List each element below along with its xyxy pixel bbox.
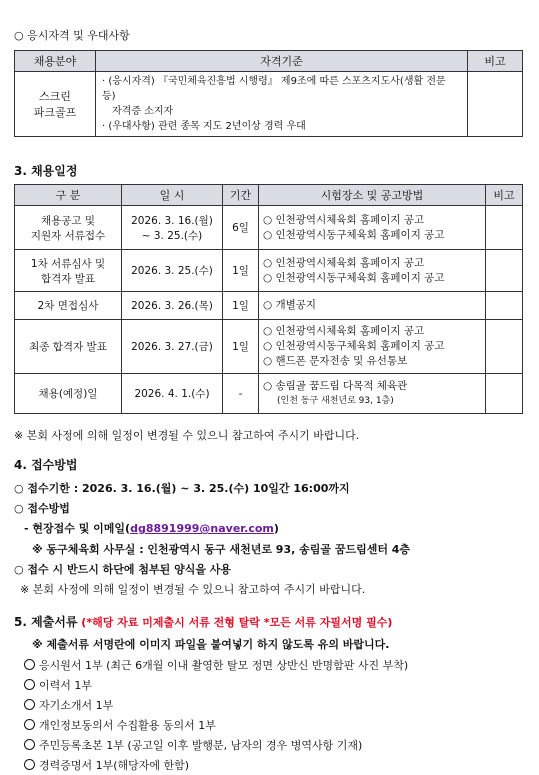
row-date: 2026. 3. 26.(목): [122, 292, 223, 320]
list-item: [24, 737, 362, 753]
circle-bullet-icon: [24, 759, 35, 770]
row-date: 2026. 4. 1.(수): [122, 374, 223, 414]
onsite-email-line: [24, 520, 279, 536]
item-text: 주민등록초본 1부 (공고일 이후 발행분, 남자의 경우 병역사항 기재): [39, 739, 363, 752]
item-text: 이력서 1부: [39, 679, 92, 692]
row-period: 1일: [223, 250, 259, 292]
list-item: [24, 657, 408, 673]
schedule-table: [14, 184, 523, 414]
row-category: 채용공고 및 지원자 서류접수: [15, 206, 122, 250]
criteria-line-1: · (응시자격) 『국민체육진흥법 시행령』 제9조에 따른 스포츠지도사(생활 전문 등): [102, 76, 446, 102]
item-text: 응시원서 1부 (최근 6개월 이내 촬영한 탈모 정면 상반신 반명함판 사진 부착): [39, 659, 409, 672]
row-place: ○ 송림골 꿈드림 다목적 체육관: [263, 379, 408, 392]
list-item: [24, 757, 189, 773]
row-category: 2차 면접심사: [15, 292, 122, 320]
schedule-heading: 3. 채용일정: [14, 164, 78, 178]
col-category: 구 분: [15, 185, 122, 206]
col-note: 비고: [468, 51, 523, 72]
row-place: ○ 개별공지: [263, 299, 317, 311]
list-item: [24, 677, 92, 693]
email-link[interactable]: dg8891999@naver.com: [130, 522, 274, 535]
circle-bullet-icon: [24, 679, 35, 690]
criteria-line-3: · (우대사항) 관련 종목 지도 2년이상 경력 우대: [102, 121, 306, 132]
row-date: 2026. 3. 16.(월) ~ 3. 25.(수): [122, 206, 223, 250]
row-place: ○ 핸드폰 문자전송 및 유선통보: [263, 355, 408, 367]
item-text: 개인정보동의서 수집활용 동의서 1부: [39, 719, 216, 732]
row-place: ○ 인천광역시동구체육회 홈페이지 공고: [263, 271, 445, 284]
circle-bullet-icon: [24, 719, 35, 730]
documents-title: 5. 제출서류: [14, 615, 78, 629]
row-period: 6일: [223, 206, 259, 250]
qualification-table: [14, 50, 523, 137]
table-row: [15, 206, 523, 250]
col-field: 채용분야: [15, 51, 96, 72]
row-place: ○ 인천광역시동구체육회 홈페이지 공고: [263, 340, 445, 352]
method-line: ○ 접수방법: [14, 502, 70, 515]
documents-warning: (*해당 자료 미제출시 서류 전형 탈락 *모든 서류 자필서명 필수): [81, 616, 393, 629]
row-category: 1차 서류심사 및 합격자 발표: [15, 250, 122, 292]
office-address: ※ 동구체육회 사무실 : 인천광역시 동구 새천년로 93, 송림골 꿈드림센터 4층: [32, 543, 411, 556]
row-period: -: [223, 374, 259, 414]
row-category: 최종 합격자 발표: [15, 320, 122, 374]
form-line: ○ 접수 시 반드시 하단에 첨부된 양식을 사용: [14, 563, 232, 576]
col-date: 일 시: [122, 185, 223, 206]
row-period: 1일: [223, 292, 259, 320]
table-row: [15, 292, 523, 320]
onsite-text: - 현장접수 및 이메일(: [24, 522, 131, 535]
col-place: 시험장소 및 공고방법: [259, 185, 486, 206]
row-date: 2026. 3. 25.(수): [122, 250, 223, 292]
documents-heading: [14, 613, 392, 630]
table-row: [15, 250, 523, 292]
table-row: [15, 320, 523, 374]
documents-note: ※ 제출서류 서명란에 이미지 파일을 붙여넣기 하지 않도록 유의 바랍니다.: [32, 638, 390, 651]
paren-close: ): [273, 522, 279, 535]
application-heading: 4. 접수방법: [14, 458, 78, 472]
application-note: ※ 본회 사정에 의해 일정이 변경될 수 있으니 참고하여 주시기 바랍니다.: [20, 583, 366, 596]
schedule-note: ※ 본회 사정에 의해 일정이 변경될 수 있으니 참고하여 주시기 바랍니다.: [14, 429, 360, 442]
col-period: 기간: [223, 185, 259, 206]
table-row: [15, 374, 523, 414]
qualification-heading: ○ 응시자격 및 우대사항: [14, 29, 130, 42]
item-text: 경력증명서 1부(해당자에 한함): [39, 759, 190, 772]
list-item: [24, 717, 216, 733]
circle-bullet-icon: [24, 659, 35, 670]
note-cell: [468, 72, 523, 137]
col-criteria: 자격기준: [96, 51, 468, 72]
row-date: 2026. 3. 27.(금): [122, 320, 223, 374]
criteria-line-2: 자격증 소지자: [112, 106, 174, 117]
item-text: 자기소개서 1부: [39, 699, 114, 712]
circle-bullet-icon: [24, 739, 35, 750]
row-place: ○ 인천광역시체육회 홈페이지 공고: [263, 213, 425, 226]
row-category: 채용(예정)일: [15, 374, 122, 414]
row-place: ○ 인천광역시체육회 홈페이지 공고: [263, 325, 425, 337]
row-place: ○ 인천광역시동구체육회 홈페이지 공고: [263, 228, 445, 241]
deadline-line: ○ 접수기한 : 2026. 3. 16.(월) ~ 3. 25.(수) 10일간 16:00까지: [14, 482, 350, 495]
field-cell: 스크린 파크골프: [15, 72, 96, 137]
list-item: [24, 697, 113, 713]
row-place: ○ 인천광역시체육회 홈페이지 공고: [263, 256, 425, 269]
circle-bullet-icon: [24, 699, 35, 710]
row-period: 1일: [223, 320, 259, 374]
col-remark: 비고: [486, 185, 523, 206]
row-place: (인천 동구 새천년로 93, 1층): [277, 395, 394, 406]
